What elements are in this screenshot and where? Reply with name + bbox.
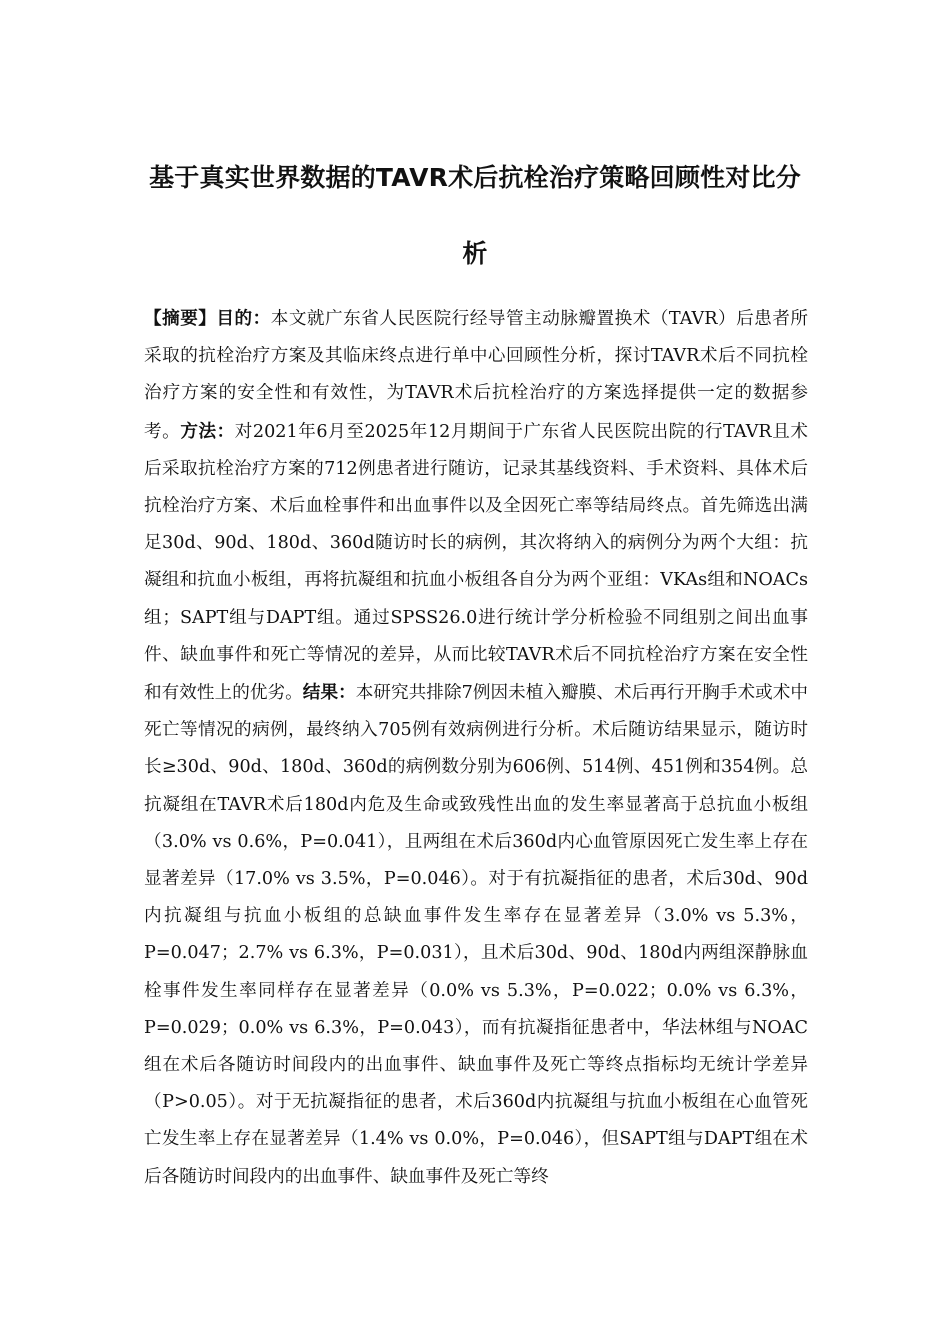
abstract-label: 【摘要】 <box>144 308 217 329</box>
results-text: 本研究共排除7例因未植入瓣膜、术后再行开胸手术或术中死亡等情况的病例，最终纳入705例有效病例进行分析。术后随访结果显示，随访时长≥30d、90d、180d、360d的病例数分别为606例、514例、451例和354例。总抗凝组在TAVR术后180d内危及生命或致残性出血的发生率显著高于总抗血小板组（3.0% vs 0.6%，P=0.041），且两组在术后360d内心血管原因死亡发生率上存在显著差异（17.0% vs 3.5%，P=0.046）。对于有抗凝指征的患者，术后30d、90d内抗凝组与抗血小板组的总缺血事件发生率存在显著差异（3.0% vs 5.3%，P=0.047；2.7% vs 6.3%，P=0.031），且术后30d、90d、180d内两组深静脉血栓事件发生率同样存在显著差异（0.0% vs 5.3%，P=0.022；0.0% vs 6.3%，P=0.029；0.0% vs 6.3%，P=0.043），而有抗凝指征患者中，华法林组与NOAC组在术后各随访时间段内的出血事件、缺血事件及死亡等终点指标均无统计学差异（P>0.05）。对于无抗凝指征的患者，术后360d内抗凝组与抗血小板组在心血管死亡发生率上存在显著差异（1.4% vs 0.0%，P=0.046），但SAPT组与DAPT组在术后各随访时间段内的出血事件、缺血事件及死亡等终 <box>144 683 808 1187</box>
paper-title: 基于真实世界数据的TAVR术后抗栓治疗策略回顾性对比分析 <box>149 163 801 268</box>
methods-label: 方法： <box>180 420 235 442</box>
abstract-paragraph <box>144 300 808 1196</box>
objective-text: 本文就广东省人民医院行经导管主动脉瓣置换术（TAVR）后患者所采取的抗栓治疗方案及其临床终点进行单中心回顾性分析，探讨TAVR术后不同抗栓治疗方案的安全性和有效性，为TAVR术后抗栓治疗的方案选择提供一定的数据参考。 <box>144 309 808 442</box>
results-label: 结果： <box>302 682 356 704</box>
objective-label: 目的： <box>216 308 271 329</box>
methods-text: 对2021年6月至2025年12月期间于广东省人民医院出院的行TAVR且术后采取抗栓治疗方案的712例患者进行随访，记录其基线资料、手术资料、具体术后抗栓治疗方案、术后血栓事件和出血事件以及全因死亡率等结局终点。首先筛选出满足30d、90d、180d、360d随访时长的病例，其次将纳入的病例分为两个大组：抗凝组和抗血小板组，再将抗凝组和抗血小板组各自分为两个亚组：VKAs组和NOACs组；SAPT组与DAPT组。通过SPSS26.0进行统计学分析检验不同组别之间出血事件、缺血事件和死亡等情况的差异，从而比较TAVR术后不同抗栓治疗方案在安全性和有效性上的优劣。 <box>144 421 808 704</box>
